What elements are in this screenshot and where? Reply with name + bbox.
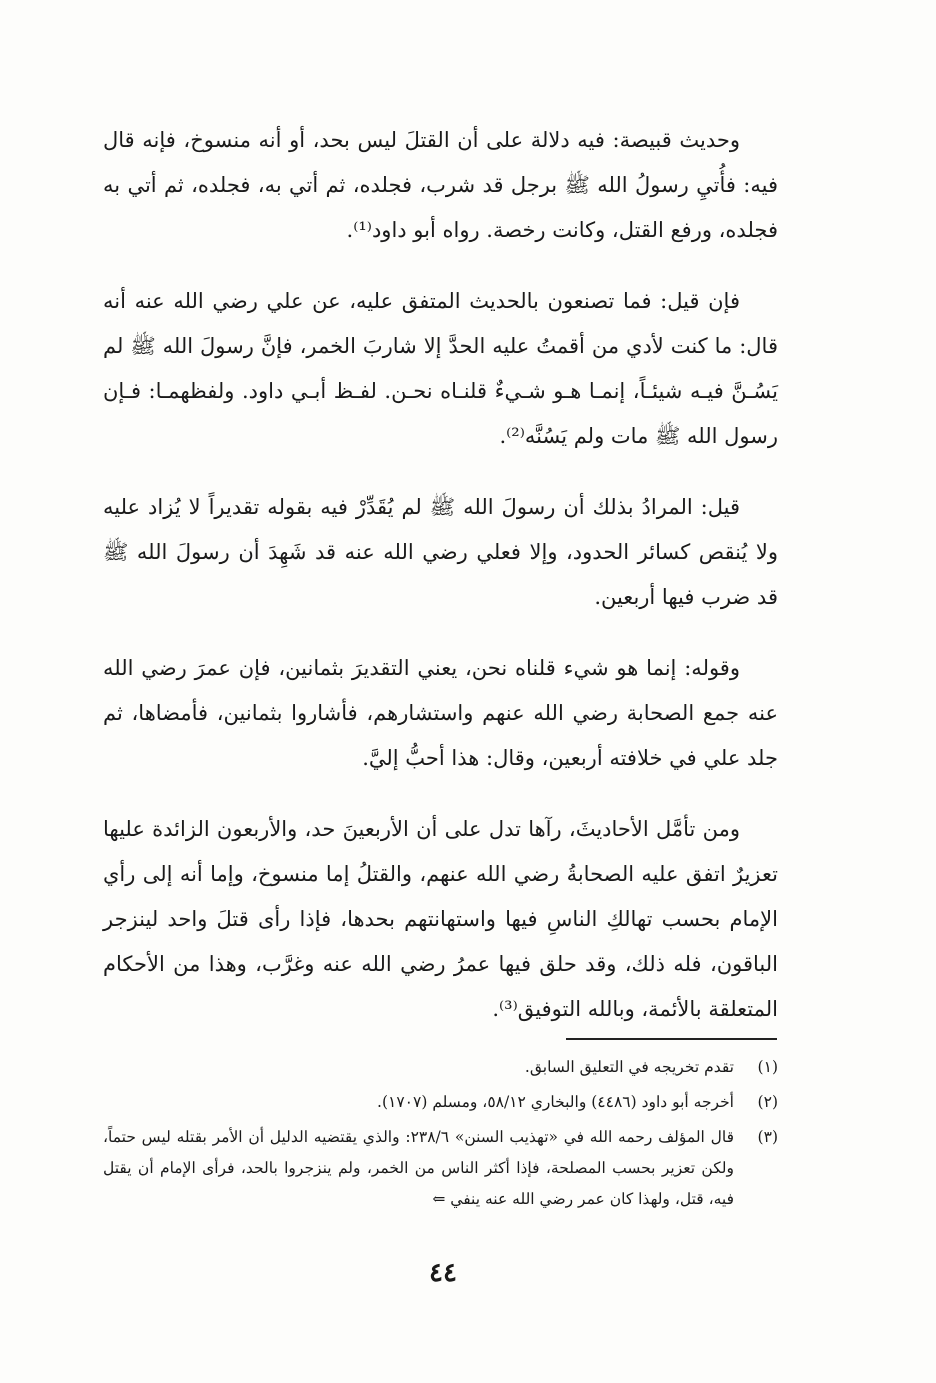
paragraph-5: ومن تأمَّل الأحاديثَ، رآها تدل على أن الأربعينَ حد، والأربعون الزائدة عليها تعزيرٌ اتفق عليه الصحابةُ رضي الله عنهم، والقتلُ إما منسوخ، وإما أنه إلى رأي الإمام بحسب تهالكِ الناسِ فيها واستهانتهم بحدها، فإذا رأى قتلَ واحد لينزجر الباقون، فله ذلك، وقد حلق فيها عمرُ رضي الله عنه وغرَّب، وهذا من الأحكام المتعلقة بالأئمة، وبالله التوفيق⁽³⁾. bbox=[103, 817, 778, 1021]
page-number: ٤٤ bbox=[429, 1258, 457, 1288]
footnote-number: (٢) bbox=[757, 1093, 778, 1111]
footnote-2 bbox=[103, 1087, 778, 1118]
footnote-3 bbox=[103, 1122, 778, 1215]
footnote-1 bbox=[103, 1052, 778, 1083]
footnote-text: أخرجه أبو داود (٤٤٨٦) والبخاري ٥٨/١٢، ومسلم (١٧٠٧). bbox=[377, 1093, 734, 1111]
paragraph-4: وقوله: إنما هو شيء قلناه نحن، يعني التقديرَ بثمانين، فإن عمرَ رضي الله عنه جمع الصحابة رضي الله عنهم واستشارهم، فأشاروا بثمانين، فأمضاها، ثم جلد علي في خلافته أربعين، وقال: هذا أحبُّ إليَّ. bbox=[103, 656, 778, 770]
footnote-number: (٣) bbox=[757, 1128, 778, 1146]
footnote-text: قال المؤلف رحمه الله في «تهذيب السنن» ٢٣٨/٦: والذي يقتضيه الدليل أن الأمر بقتله ليس حتماً، ولكن تعزير بحسب المصلحة، فإذا أكثر الناس من الخمر، ولم ينزجروا بالحد، فرأى الإمام أن يقتل فيه، قتل، ولهذا كان عمر رضي الله عنه ينفي ⇐ bbox=[103, 1128, 734, 1208]
footnotes bbox=[103, 1052, 778, 1219]
paragraph-3: قيل: المرادُ بذلك أن رسولَ الله ﷺ لم يُقَدِّرْ فيه بقوله تقديراً لا يُزاد عليه ولا يُنقص كسائر الحدود، وإلا فعلي رضي الله عنه قد شَهِدَ أن رسولَ الله ﷺ قد ضرب فيها أربعين. bbox=[103, 495, 778, 609]
paragraph-1: وحديث قبيصة: فيه دلالة على أن القتلَ ليس بحد، أو أنه منسوخ، فإنه قال فيه: فأُتيِ رسولُ الله ﷺ برجل قد شرب، فجلده، ثم أتي به، فجلده، ثم أتي به فجلده، ورفع القتل، وكانت رخصة. رواه أبو داود⁽¹⁾. bbox=[103, 128, 778, 242]
footnote-number: (١) bbox=[757, 1058, 778, 1076]
paragraph-2: فإن قيل: فما تصنعون بالحديث المتفق عليه، عن علي رضي الله عنه أنه قال: ما كنت لأدي من أقمتُ عليه الحدَّ إلا شاربَ الخمر، فإنَّ رسولَ الله ﷺ لم يَسُـنَّ فيـه شيئـاً، إنمـا هـو شـيءٌ قلنـاه نحـن. لفـظ أبـي داود. ولفظهمـا: فـإن رسول الله ﷺ مات ولم يَسُنَّه⁽²⁾. bbox=[103, 289, 778, 448]
main-text bbox=[103, 118, 778, 1058]
footnote-separator bbox=[566, 1038, 777, 1040]
footnote-text: تقدم تخريجه في التعليق السابق. bbox=[524, 1058, 734, 1076]
